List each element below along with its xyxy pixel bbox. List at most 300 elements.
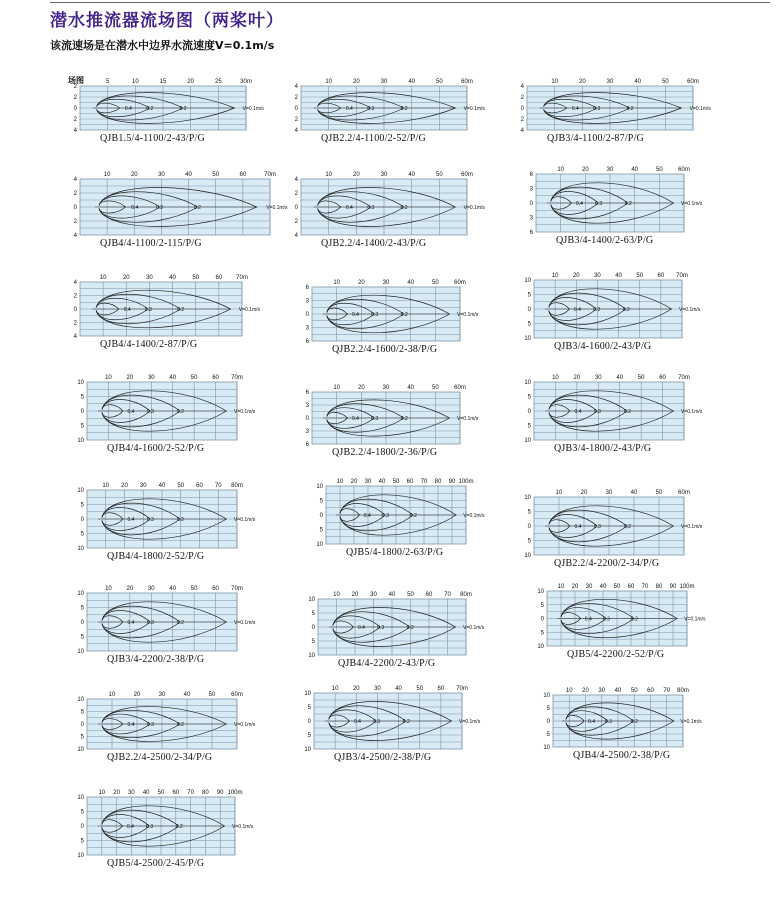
y-tick-label: 4 xyxy=(73,334,77,340)
y-tick-label: 10 xyxy=(77,795,84,801)
y-tick-label: 2 xyxy=(294,219,298,225)
x-tick-label: 60 xyxy=(212,586,219,592)
x-tick-label: 70m xyxy=(231,375,243,381)
x-tick-label: 50 xyxy=(435,79,443,85)
contour-label: 0.3 xyxy=(156,205,163,211)
x-tick-label: 40 xyxy=(631,167,639,173)
y-tick-label: 5 xyxy=(311,611,315,617)
contour-label: 0.2 xyxy=(175,824,183,830)
y-tick-label: 10 xyxy=(304,691,311,697)
model-label: QJB4/4-1100/2-115/P/G xyxy=(100,238,202,249)
y-tick-label: 0 xyxy=(546,719,550,725)
flow-field-diagram xyxy=(515,74,711,150)
x-tick-label: 50 xyxy=(431,280,439,286)
y-tick-label: 5 xyxy=(527,423,531,430)
y-tick-label: 0 xyxy=(80,722,84,728)
contour-label: 0.4 xyxy=(351,312,359,318)
y-tick-label: 5 xyxy=(307,705,311,711)
flow-field-chart xyxy=(515,74,711,136)
x-tick-label: 30 xyxy=(370,592,377,598)
x-tick-label: 30 xyxy=(147,375,155,381)
x-tick-label: 10 xyxy=(552,375,559,381)
x-tick-label: 80m xyxy=(231,483,243,489)
x-tick-label: 60m xyxy=(461,172,473,178)
x-tick-label: 60m xyxy=(231,692,243,698)
y-tick-label: 10 xyxy=(77,438,84,444)
contour-label: 0.4 xyxy=(345,205,353,211)
x-tick-label: 10 xyxy=(557,167,565,173)
x-tick-label: 50 xyxy=(190,586,198,592)
x-tick-label: 40 xyxy=(599,584,607,590)
contour-label: 0.4 xyxy=(131,205,139,211)
x-tick-label: 50 xyxy=(655,490,663,496)
y-tick-label: 4 xyxy=(520,84,524,90)
model-label: QJB4/4-1400/2-87/P/G xyxy=(100,339,198,350)
model-label: QJB4/4-1600/2-52/P/G xyxy=(107,443,205,454)
y-tick-label: 3 xyxy=(305,325,309,332)
y-tick-label: 0 xyxy=(527,409,531,415)
flow-field-diagram xyxy=(302,681,480,769)
y-tick-label: 5 xyxy=(311,639,315,645)
y-tick-label: 0 xyxy=(319,513,323,519)
y-tick-label: 0 xyxy=(80,620,84,626)
x-tick-label: 80 xyxy=(655,584,663,590)
contour-label: V=0.1m/s xyxy=(238,307,261,313)
contour-label: 0.3 xyxy=(594,524,601,530)
y-tick-label: 0 xyxy=(80,517,84,523)
flow-field-diagram xyxy=(541,683,701,767)
flow-field-chart xyxy=(75,370,255,446)
contour-label: 0.3 xyxy=(595,201,603,207)
y-tick-label: 10 xyxy=(524,553,531,559)
flow-field-diagram xyxy=(535,579,705,666)
contour-label: 0.2 xyxy=(624,409,631,415)
flow-field-chart xyxy=(522,370,702,446)
contour-label: 0.3 xyxy=(371,312,379,318)
flow-field-diagram xyxy=(68,270,260,356)
flow-field-chart xyxy=(524,162,702,238)
y-tick-label: 0 xyxy=(73,205,77,211)
x-tick-label: 20 xyxy=(352,79,360,85)
contour-label: V=0.1m/s xyxy=(232,824,254,830)
y-tick-label: 10 xyxy=(543,745,550,751)
contour-label: 0.4 xyxy=(573,307,581,313)
x-tick-label: 60 xyxy=(437,686,445,692)
x-tick-label: 20 xyxy=(122,275,130,281)
contour-label: 0.3 xyxy=(603,616,610,623)
contour-label: V=0.1m/s xyxy=(234,620,256,626)
y-tick-label: 2 xyxy=(73,95,77,101)
x-tick-label: 60 xyxy=(657,273,665,279)
x-tick-label: 10 xyxy=(99,275,107,281)
contour-label: 0.3 xyxy=(367,205,375,211)
contour-label: 0.4 xyxy=(357,625,365,631)
y-tick-label: 2 xyxy=(73,320,77,327)
contour-label: 0.4 xyxy=(124,106,132,112)
contour-label: V=0.1m/s xyxy=(242,106,264,112)
flow-field-diagram xyxy=(306,587,484,675)
y-tick-label: 2 xyxy=(73,117,77,123)
contour-label: 0.2 xyxy=(626,106,634,112)
x-tick-label: 50 xyxy=(661,79,669,85)
x-tick-label: 40 xyxy=(169,275,176,281)
contour-label: 0.3 xyxy=(371,416,379,422)
y-tick-label: 10 xyxy=(77,649,84,655)
x-tick-label: 70 xyxy=(420,479,428,485)
y-tick-label: 2 xyxy=(73,293,77,300)
y-tick-label: 6 xyxy=(305,442,309,448)
contour-label: 0.3 xyxy=(144,307,152,313)
x-tick-label: 20 xyxy=(113,790,120,796)
y-tick-label: 5 xyxy=(540,602,544,609)
y-tick-label: 5 xyxy=(80,734,84,741)
x-tick-label: 100m xyxy=(679,584,695,590)
x-tick-label: 5 xyxy=(105,79,110,85)
flow-field-diagram xyxy=(300,275,478,361)
y-tick-label: 10 xyxy=(524,278,531,284)
flow-field-diagram xyxy=(68,74,264,150)
x-tick-label: 50 xyxy=(630,688,638,694)
y-tick-label: 10 xyxy=(316,542,323,548)
model-label: QJB3/4-2200/2-38/P/G xyxy=(107,654,205,665)
y-tick-label: 3 xyxy=(529,215,533,222)
flow-field-diagram xyxy=(522,485,702,575)
x-tick-label: 30 xyxy=(147,586,155,592)
x-tick-label: 70m xyxy=(231,586,243,592)
y-tick-label: 5 xyxy=(527,509,531,516)
y-tick-label: 2 xyxy=(520,95,524,101)
x-tick-label: 30 xyxy=(598,688,606,694)
x-tick-label: 60 xyxy=(659,375,666,381)
contour-label: 0.2 xyxy=(400,205,408,211)
model-label: QJB1.5/4-1100/2-43/P/G xyxy=(100,133,205,144)
y-tick-label: 4 xyxy=(73,280,77,286)
y-tick-label: 10 xyxy=(524,380,531,386)
x-tick-label: 50 xyxy=(192,275,200,281)
model-label: QJB2.2/4-1100/2-52/P/G xyxy=(321,133,426,144)
y-tick-label: 0 xyxy=(540,616,544,623)
flow-field-diagram xyxy=(75,581,255,671)
model-label: QJB4/4-2500/2-38/P/G xyxy=(573,750,671,761)
x-tick-label: 60m xyxy=(454,280,466,286)
contour-label: V=0.1m/s xyxy=(234,517,256,523)
contour-label: 0.3 xyxy=(146,824,154,830)
flow-field-chart xyxy=(306,587,484,661)
x-tick-label: 30 xyxy=(382,280,390,286)
x-tick-label: 10 xyxy=(557,584,565,590)
y-tick-label: 5 xyxy=(307,733,311,739)
y-tick-label: 4 xyxy=(294,233,298,239)
contour-label: 0.4 xyxy=(574,524,582,530)
contour-label: 0.2 xyxy=(400,106,408,112)
y-tick-label: 3 xyxy=(305,429,309,435)
model-label: QJB3/4-1100/2-87/P/G xyxy=(547,133,644,144)
y-tick-label: 0 xyxy=(305,416,309,422)
contour-label: 0.4 xyxy=(363,513,371,519)
contour-label: 0.3 xyxy=(147,409,154,415)
y-tick-label: 4 xyxy=(294,177,298,183)
x-tick-label: 20 xyxy=(187,79,195,85)
flow-field-chart xyxy=(289,167,485,241)
x-tick-label: 60 xyxy=(196,483,203,489)
y-tick-label: 10 xyxy=(308,653,315,659)
contour-label: 0.3 xyxy=(147,620,154,626)
y-tick-label: 5 xyxy=(80,423,84,430)
x-tick-label: 40 xyxy=(614,688,622,694)
contour-label: 0.4 xyxy=(127,620,135,626)
x-tick-label: 40 xyxy=(169,375,177,381)
x-tick-label: 90 xyxy=(216,790,224,796)
model-label: QJB3/4-1400/2-63/P/G xyxy=(556,235,654,246)
x-tick-label: 10 xyxy=(105,375,112,381)
y-tick-label: 10 xyxy=(77,591,84,597)
contour-label: 0.2 xyxy=(177,517,184,523)
model-label: QJB2.2/4-1600/2-38/P/G xyxy=(332,344,438,355)
y-tick-label: 0 xyxy=(294,205,298,211)
x-tick-label: 30 xyxy=(139,483,147,489)
x-tick-label: 40 xyxy=(388,592,396,598)
contour-label: V=0.1m/s xyxy=(463,625,485,631)
y-tick-label: 2 xyxy=(294,95,298,101)
x-tick-label: 40 xyxy=(169,586,177,592)
x-tick-label: 60m xyxy=(678,490,690,496)
contour-label: V=0.1m/s xyxy=(681,201,703,207)
x-tick-label: 20 xyxy=(126,586,134,592)
contour-label: 0.4 xyxy=(353,719,361,725)
y-tick-label: 10 xyxy=(77,747,84,753)
contour-label: V=0.1m/s xyxy=(234,409,256,415)
x-tick-label: 20 xyxy=(352,686,360,692)
x-tick-label: 40 xyxy=(616,375,624,381)
x-tick-label: 40 xyxy=(378,479,386,485)
flow-field-diagram xyxy=(314,474,484,564)
flow-field-diagram xyxy=(522,370,702,460)
y-tick-label: 4 xyxy=(294,84,298,90)
x-tick-label: 80 xyxy=(202,790,209,796)
x-tick-label: 30 xyxy=(158,692,166,698)
model-label: QJB2.2/4-2500/2-34/P/G xyxy=(107,752,213,763)
y-tick-label: 3 xyxy=(305,403,309,409)
contour-label: 0.2 xyxy=(194,205,201,211)
x-tick-label: 40 xyxy=(634,79,642,85)
y-tick-label: 0 xyxy=(80,824,84,830)
flow-field-chart xyxy=(68,74,264,136)
flow-field-diagram xyxy=(300,380,478,464)
x-tick-label: 50 xyxy=(613,584,621,590)
x-tick-label: 10 xyxy=(565,688,573,694)
contour-label: V=0.1m/s xyxy=(681,524,703,530)
y-tick-label: 4 xyxy=(520,128,524,134)
x-tick-label: 60 xyxy=(627,584,635,590)
model-label: QJB3/4-2500/2-38/P/G xyxy=(334,752,432,763)
top-divider xyxy=(50,2,770,3)
x-tick-label: 20 xyxy=(582,688,589,694)
x-tick-label: 60 xyxy=(647,688,654,694)
x-tick-label: 30 xyxy=(594,375,602,381)
y-tick-label: 2 xyxy=(294,191,298,197)
y-tick-label: 4 xyxy=(294,128,298,134)
contour-label: V=0.1m/s xyxy=(680,719,702,725)
x-tick-label: 70m xyxy=(678,375,690,381)
y-tick-label: 5 xyxy=(80,709,84,716)
flow-field-chart xyxy=(75,478,255,554)
y-tick-label: 6 xyxy=(529,230,533,236)
contour-label: 0.2 xyxy=(400,312,408,318)
x-tick-label: 20 xyxy=(121,483,128,489)
x-tick-label: 10 xyxy=(551,273,559,279)
contour-label: 0.2 xyxy=(631,719,638,725)
contour-label: 0.3 xyxy=(147,722,154,728)
field-label: 场图 xyxy=(68,76,84,85)
y-tick-label: 0 xyxy=(307,719,311,725)
y-tick-label: 4 xyxy=(73,128,77,134)
contour-label: 0.2 xyxy=(402,719,410,725)
flow-field-chart xyxy=(289,74,485,136)
x-tick-label: 10 xyxy=(103,172,111,178)
x-tick-label: 20 xyxy=(133,692,141,698)
y-tick-label: 0 xyxy=(311,625,315,631)
contour-label: 0.2 xyxy=(631,616,638,623)
y-tick-label: 10 xyxy=(316,484,323,490)
flow-field-diagram xyxy=(75,478,255,568)
x-tick-label: 30 xyxy=(382,385,390,391)
x-tick-label: 70 xyxy=(214,483,222,489)
x-tick-label: 20 xyxy=(578,79,586,85)
contour-label: 0.2 xyxy=(410,513,417,519)
x-tick-label: 30 xyxy=(606,79,614,85)
x-tick-label: 80 xyxy=(434,479,442,485)
contour-label: V=0.1m/s xyxy=(463,513,485,519)
contour-label: 0.4 xyxy=(571,106,579,112)
contour-label: V=0.1m/s xyxy=(457,312,479,318)
contour-label: 0.4 xyxy=(127,722,135,728)
contour-label: V=0.1m/s xyxy=(459,719,481,725)
x-tick-label: 50 xyxy=(416,686,424,692)
y-tick-label: 5 xyxy=(80,605,84,612)
y-tick-label: 3 xyxy=(305,298,309,305)
contour-label: 0.2 xyxy=(624,201,632,207)
y-tick-label: 6 xyxy=(305,285,309,291)
x-tick-label: 40 xyxy=(630,490,638,496)
y-tick-label: 10 xyxy=(543,693,550,699)
y-tick-label: 0 xyxy=(294,106,298,112)
x-tick-label: 10 xyxy=(331,686,339,692)
y-tick-label: 5 xyxy=(80,394,84,401)
y-tick-label: 10 xyxy=(537,589,544,595)
contour-label: 0.3 xyxy=(377,625,385,631)
contour-label: 0.2 xyxy=(624,524,631,530)
x-tick-label: 50 xyxy=(212,172,220,178)
model-label: QJB3/4-1800/2-43/P/G xyxy=(554,443,652,454)
flow-field-diagram xyxy=(524,162,702,252)
x-tick-label: 60 xyxy=(172,790,180,796)
contour-label: V=0.1m/s xyxy=(266,205,288,211)
y-tick-label: 10 xyxy=(308,597,315,603)
y-tick-label: 5 xyxy=(527,538,531,545)
x-tick-label: 80m xyxy=(677,688,689,694)
model-label: QJB5/4-2500/2-45/P/G xyxy=(107,858,205,869)
y-tick-label: 5 xyxy=(80,838,84,845)
y-tick-label: 6 xyxy=(305,339,309,345)
y-tick-label: 0 xyxy=(73,307,77,313)
x-tick-label: 50 xyxy=(637,375,645,381)
x-tick-label: 30 xyxy=(128,790,135,796)
contour-label: V=0.1m/s xyxy=(463,205,485,211)
contour-label: 0.4 xyxy=(351,416,359,422)
x-tick-label: 40 xyxy=(407,385,415,391)
x-tick-label: 60m xyxy=(461,79,473,85)
x-tick-label: 20 xyxy=(573,375,581,381)
y-tick-label: 5 xyxy=(546,732,550,738)
flow-field-diagram xyxy=(522,268,700,358)
y-tick-label: 5 xyxy=(527,321,531,328)
page-subtitle: 该流速场是在潜水中边界水流速度V=0.1m/s xyxy=(50,39,275,52)
y-tick-label: 10 xyxy=(537,644,544,650)
flow-field-chart xyxy=(541,683,701,753)
y-tick-label: 10 xyxy=(77,697,84,703)
x-tick-label: 70 xyxy=(444,592,451,598)
x-tick-label: 10 xyxy=(336,479,344,485)
x-tick-label: 40 xyxy=(185,172,192,178)
x-tick-label: 70m xyxy=(236,275,248,281)
y-tick-label: 10 xyxy=(77,546,84,552)
x-tick-label: 30 xyxy=(380,172,388,178)
contour-label: 0.2 xyxy=(177,307,185,313)
page-title: 潜水推流器流场图（两桨叶） xyxy=(50,11,284,31)
y-tick-label: 10 xyxy=(524,495,531,501)
y-tick-label: 4 xyxy=(73,177,77,183)
contour-label: 0.2 xyxy=(146,106,154,112)
flow-field-chart xyxy=(75,785,253,861)
y-tick-label: 5 xyxy=(319,527,323,534)
x-tick-label: 30 xyxy=(374,686,381,692)
contour-label: V=0.1m/s xyxy=(234,722,256,728)
x-tick-label: 30m xyxy=(240,79,252,85)
contour-label: 0.2 xyxy=(177,722,184,728)
y-tick-label: 3 xyxy=(529,186,533,193)
x-tick-label: 30 xyxy=(158,172,165,178)
x-tick-label: 60 xyxy=(239,172,247,178)
y-tick-label: 0 xyxy=(527,524,531,530)
x-tick-label: 10 xyxy=(102,483,110,489)
x-tick-label: 60m xyxy=(454,385,466,391)
x-tick-label: 70m xyxy=(676,273,688,279)
flow-field-chart xyxy=(522,485,702,561)
contour-label: 0.4 xyxy=(588,719,596,725)
contour-label: 0.4 xyxy=(126,824,134,830)
x-tick-label: 40 xyxy=(183,692,191,698)
x-tick-label: 15 xyxy=(159,79,167,85)
x-tick-label: 70m xyxy=(264,172,276,178)
flow-field-diagram xyxy=(75,687,255,769)
x-tick-label: 10 xyxy=(551,79,559,85)
x-tick-label: 20 xyxy=(571,584,579,590)
contour-label: 0.3 xyxy=(147,517,154,523)
x-tick-label: 50 xyxy=(407,592,414,598)
x-tick-label: 60 xyxy=(425,592,433,598)
x-tick-label: 40 xyxy=(142,790,150,796)
y-tick-label: 5 xyxy=(546,706,550,712)
flow-field-chart xyxy=(522,268,700,344)
x-tick-label: 50 xyxy=(431,385,439,391)
y-tick-label: 5 xyxy=(540,630,544,637)
model-label: QJB5/4-2200/2-52/P/G xyxy=(567,649,665,660)
x-tick-label: 50 xyxy=(208,692,216,698)
x-tick-label: 10 xyxy=(105,586,112,592)
y-tick-label: 10 xyxy=(77,853,84,859)
y-tick-label: 10 xyxy=(304,747,311,753)
x-tick-label: 40 xyxy=(407,280,415,286)
